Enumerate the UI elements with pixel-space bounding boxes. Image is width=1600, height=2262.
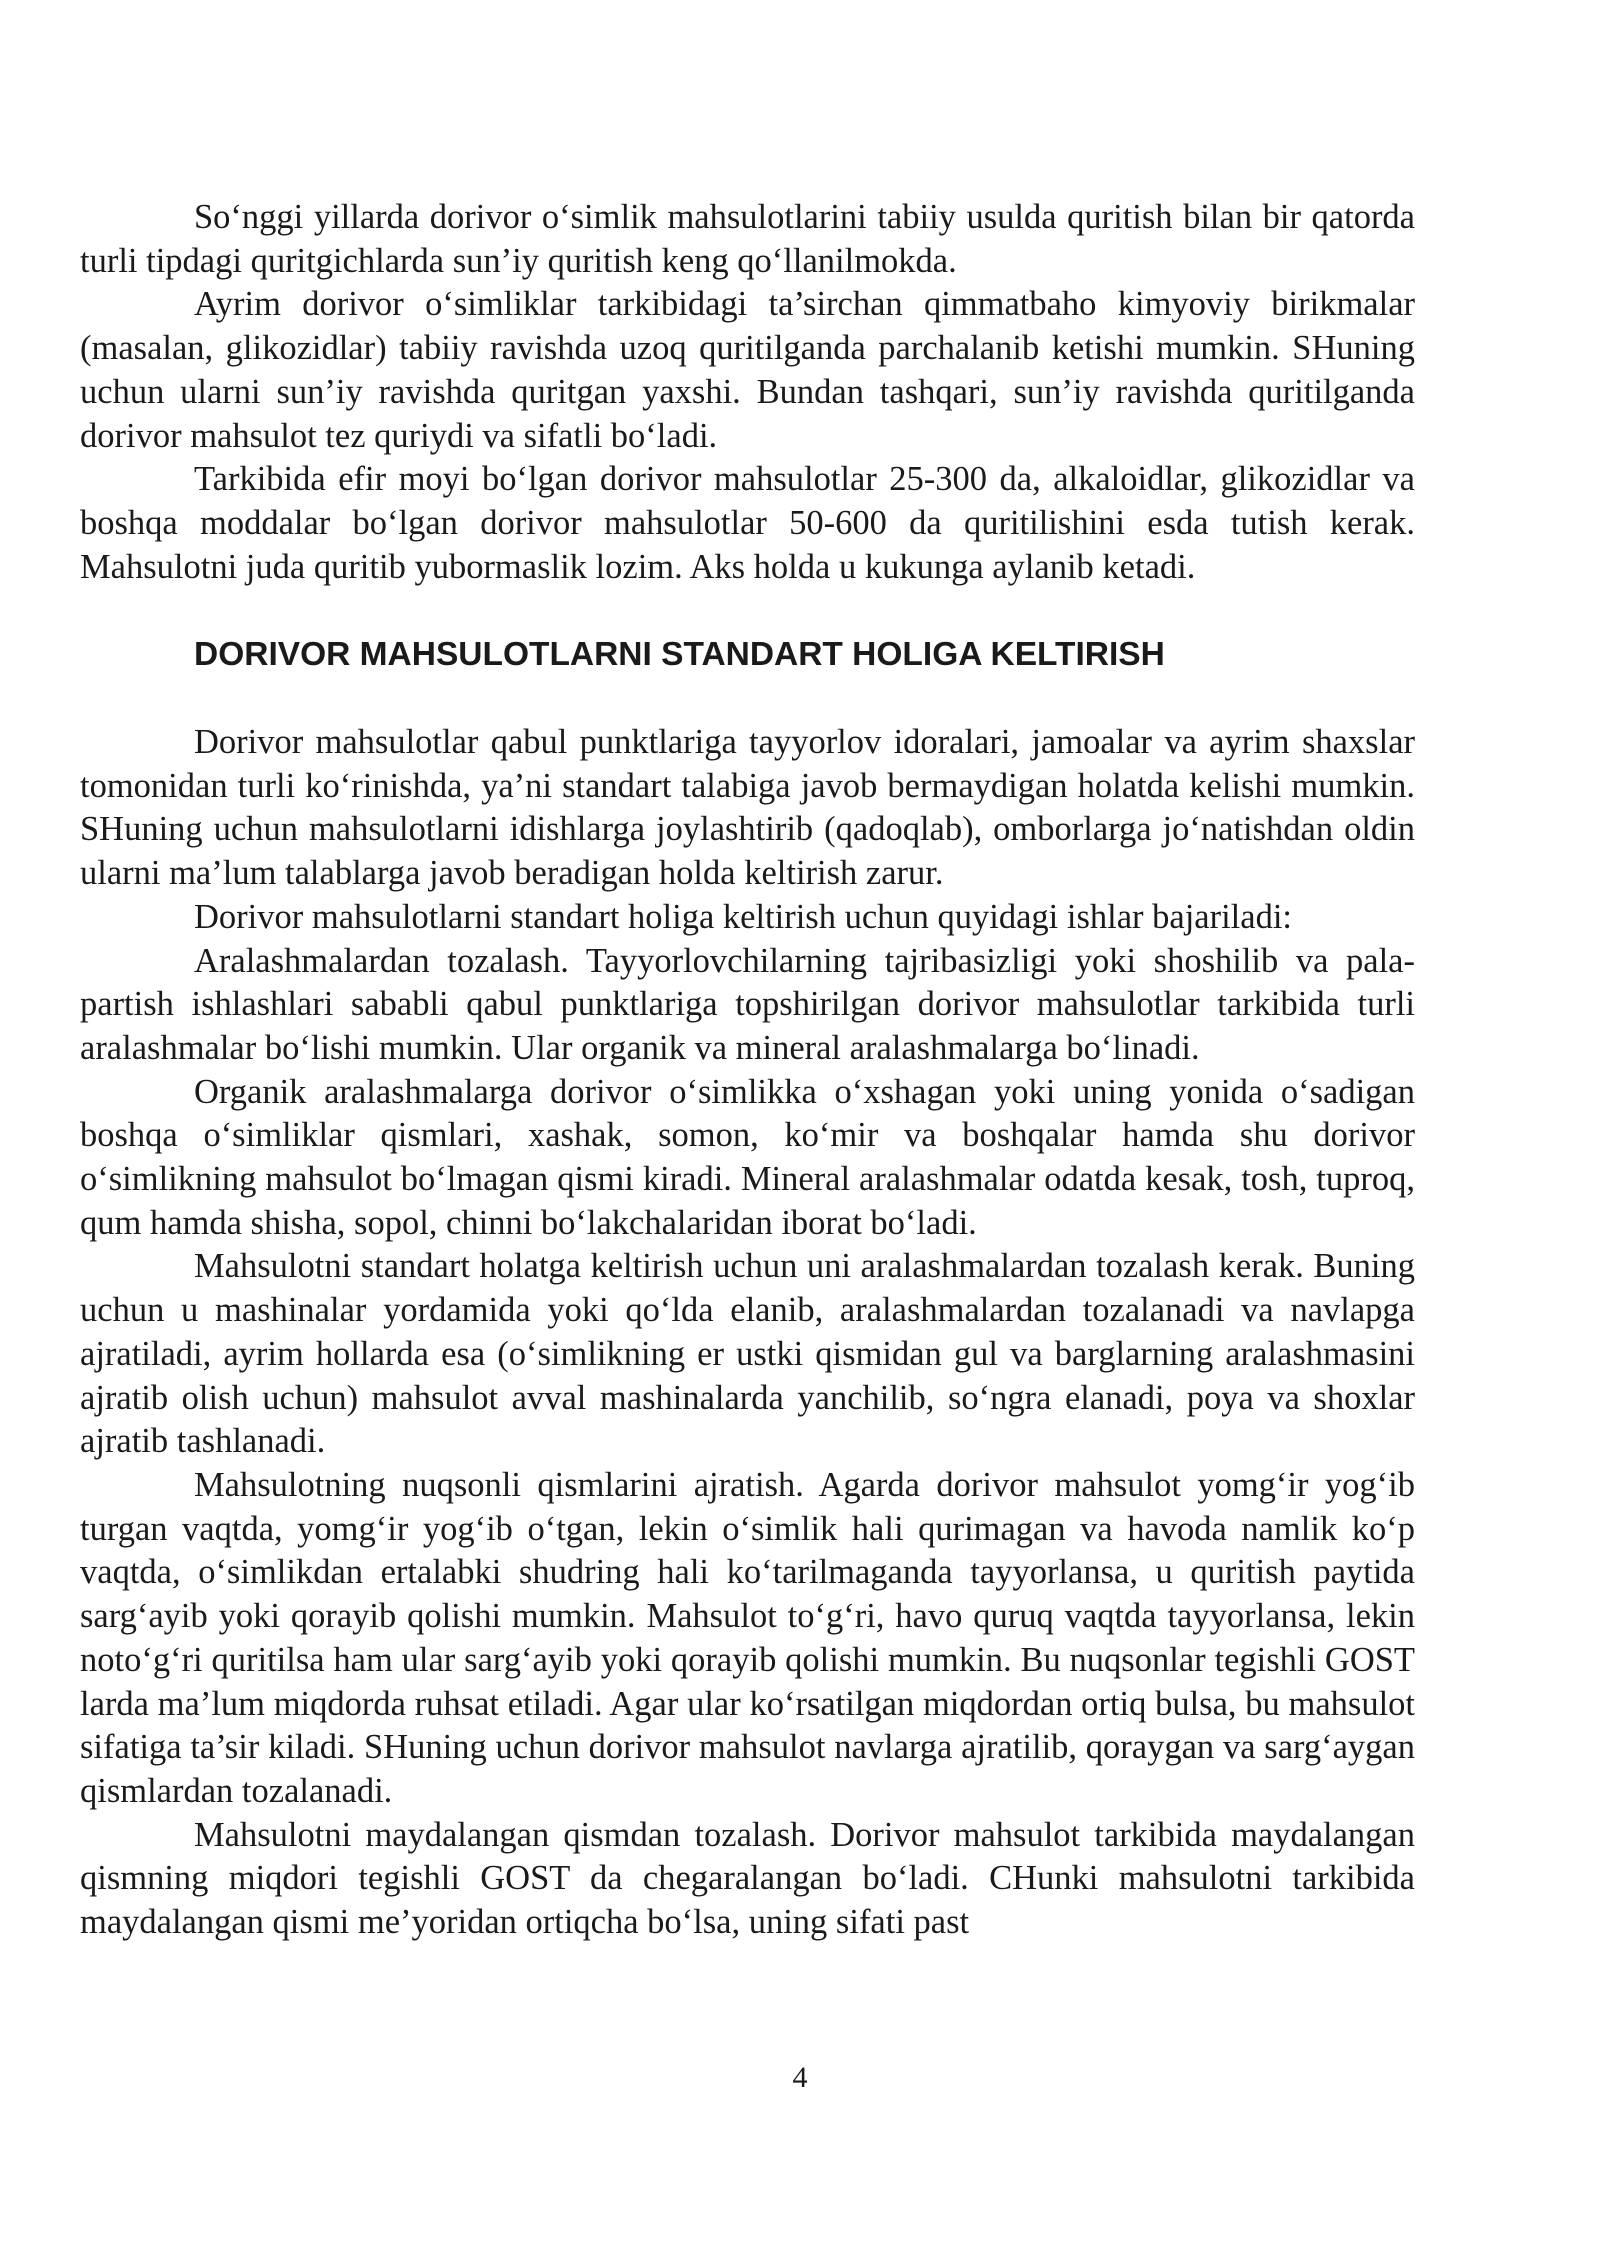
paragraph: Organik aralashmalarga dorivor o‘simlikka o‘xshagan yoki uning yonida o‘sadigan boshqa o‘simliklar qismlari, xashak, somon, ko‘mir va boshqalar hamda shu dorivor o‘simlikning mahsulot bo‘lmagan qismi kiradi. Mineral aralashmalar odatda kesak, tosh, tuproq, qum hamda shisha, sopol, chinni bo‘lakchalaridan iborat bo‘ladi. xyxy=(80,1072,1415,1242)
paragraph: Mahsulotni standart holatga keltirish uchun uni aralashmalardan tozalash kerak. Buning uchun u mashinalar yordamida yoki qo‘lda elanib, aralashmalardan tozalanadi va navlapga ajratiladi, ayrim hollarda esa (o‘simlikning er ustki qismidan gul va barglarning aralashmasini ajratib olish uchun) mahsulot avval mashinalarda yanchilib, so‘ngra elanadi, poya va shoxlar ajratib tashlanadi. xyxy=(80,1247,1415,1461)
paragraph: Dorivor mahsulotlarni standart holiga keltirish uchun quyidagi ishlar bajariladi: xyxy=(194,897,1293,936)
paragraph: So‘nggi yillarda dorivor o‘simlik mahsulotlarini tabiiy usulda quritish bilan bir qatorda turli tipdagi quritgichlarda sun’iy quritish keng qo‘llanilmokda. xyxy=(80,198,1415,280)
paragraph: Aralashmalardan tozalash. Tayyorlovchilarning tajribasizligi yoki shoshilib va pala-partish ishlashlari sababli qabul punktlariga topshirilgan dorivor mahsulotlar tarkibida turli aralashmalar bo‘lishi mumkin. Ular organik va mineral aralashmalarga bo‘linadi. xyxy=(80,941,1415,1067)
section-heading: DORIVOR MAHSULOTLARNI STANDART HOLIGA KELTIRISH xyxy=(194,636,1165,674)
paragraph: Dorivor mahsulotlar qabul punktlariga tayyorlov idoralari, jamoalar va ayrim shaxslar tomonidan turli ko‘rinishda, ya’ni standart talabiga javob bermaydigan holatda kelishi mumkin. SHuning uchun mahsulotlarni idishlarga joylashtirib (qadoqlab), omborlarga jo‘natishdan oldin ularni ma’lum talablarga javob beradigan holda keltirish zarur. xyxy=(80,723,1415,893)
paragraph: Mahsulotning nuqsonli qismlarini ajratish. Agarda dorivor mahsulot yomg‘ir yog‘ib turgan vaqtda, yomg‘ir yog‘ib o‘tgan, lekin o‘simlik hali qurimagan va havoda namlik ko‘p vaqtda, o‘simlikdan ertalabki shudring hali ko‘tarilmaganda tayyorlansa, u quritish paytida sarg‘ayib yoki qorayib qolishi mumkin. Mahsulot to‘g‘ri, havo quruq vaqtda tayyorlansa, lekin noto‘g‘ri quritilsa ham ular sarg‘ayib yoki qorayib qolishi mumkin. Bu nuqsonlar tegishli GOST larda ma’lum miqdorda ruhsat etiladi. Agar ular ko‘rsatilgan miqdordan ortiq bulsa, bu mahsulot sifatiga ta’sir kiladi. SHuning uchun dorivor mahsulot navlarga ajratilib, qoraygan va sarg‘aygan qismlardan tozalanadi. xyxy=(80,1465,1415,1810)
paragraph: Ayrim dorivor o‘simliklar tarkibidagi ta’sirchan qimmatbaho kimyoviy birikmalar (masalan, glikozidlar) tabiiy ravishda uzoq quritilganda parchalanib ketishi mumkin. SHuning uchun ularni sun’iy ravishda quritgan yaxshi. Bundan tashqari, sun’iy ravishda quritilganda dorivor mahsulot tez quriydi va sifatli bo‘ladi. xyxy=(80,285,1415,455)
paragraph: Tarkibida efir moyi bo‘lgan dorivor mahsulotlar 25-300 da, alkaloidlar, glikozidlar va boshqa moddalar bo‘lgan dorivor mahsulotlar 50-600 da quritilishini esda tutish kerak. Mahsulotni juda quritib yubormaslik lozim. Aks holda u kukunga aylanib ketadi. xyxy=(80,460,1415,586)
page-body xyxy=(80,196,1415,1945)
page-number: 4 xyxy=(792,2061,808,2094)
paragraph: Mahsulotni maydalangan qismdan tozalash. Dorivor mahsulot tarkibida maydalangan qismning miqdori tegishli GOST da chegaralangan bo‘ladi. CHunki mahsulotni tarkibida maydalangan qismi me’yoridan ortiqcha bo‘lsa, uning sifati past xyxy=(80,1815,1415,1942)
